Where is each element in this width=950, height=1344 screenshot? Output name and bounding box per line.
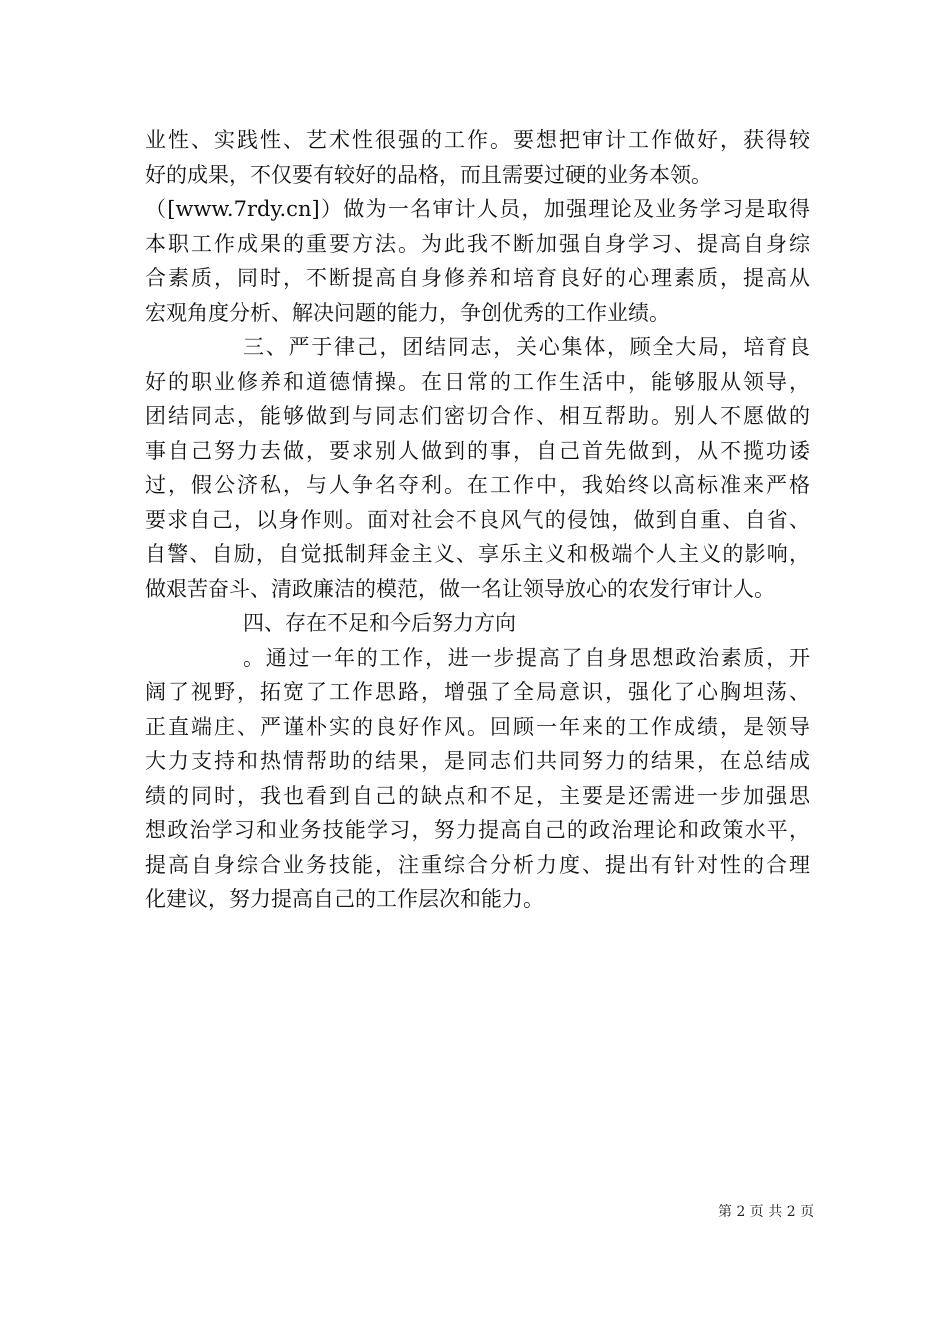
text-line: 合素质，同时，不断提高自身修养和培育良好的心理素质，提高从 <box>145 266 810 290</box>
text-line: 。通过一年的工作，进一步提高了自身思想政治素质，开 <box>243 645 810 670</box>
text-line: 宏观角度分析、解决问题的能力，争创优秀的工作业绩。 <box>145 300 670 325</box>
text-line: 绩的同时，我也看到自己的缺点和不足，主要是还需进一步加强思 <box>145 783 810 808</box>
document-body <box>145 123 810 917</box>
text-line: 过，假公济私，与人争名夺利。在工作中，我始终以高标准来严格 <box>145 473 810 497</box>
text-line: 好的成果，不仅要有较好的品格，而且需要过硬的业务本领。 <box>145 162 712 187</box>
page-number: 第 2 页 共 2 页 <box>718 1204 815 1220</box>
text-line: 本职工作成果的重要方法。为此我不断加强自身学习、提高自身综 <box>145 231 810 256</box>
text-line: 做艰苦奋斗、清政廉洁的模范，做一名让领导放心的农发行审计人。 <box>145 576 775 601</box>
text-line: 团结同志，能够做到与同志们密切合作、相互帮助。别人不愿做的 <box>145 404 810 428</box>
text-line: 事自己努力去做，要求别人做到的事，自己首先做到，从不揽功诿 <box>145 438 810 463</box>
text-line: 三、严于律己，团结同志，关心集体，顾全大局，培育良 <box>243 335 810 359</box>
text-line: 好的职业修养和道德情操。在日常的工作生活中，能够服从领导， <box>145 369 810 394</box>
text-line: 四、存在不足和今后努力方向 <box>243 611 516 635</box>
text-line: 要求自己，以身作则。面对社会不良风气的侵蚀，做到自重、自省、 <box>145 507 810 532</box>
text-line: 提高自身综合业务技能，注重综合分析力度、提出有针对性的合理 <box>145 852 810 877</box>
text-line: 自警、自励，自觉抵制拜金主义、享乐主义和极端个人主义的影响， <box>145 542 810 566</box>
text-line: 想政治学习和业务技能学习，努力提高自己的政治理论和政策水平， <box>145 818 810 842</box>
text-line: 化建议，努力提高自己的工作层次和能力。 <box>145 887 544 911</box>
text-line: 正直端庄、严谨朴实的良好作风。回顾一年来的工作成绩，是领导 <box>145 714 810 739</box>
text-line: （[www.7rdy.cn]）做为一名审计人员，加强理论及业务学习是取得 <box>145 197 810 221</box>
text-line: 阔了视野，拓宽了工作思路，增强了全局意识，强化了心胸坦荡、 <box>145 680 810 704</box>
text-line: 业性、实践性、艺术性很强的工作。要想把审计工作做好，获得较 <box>145 128 810 152</box>
text-line: 大力支持和热情帮助的结果，是同志们共同努力的结果，在总结成 <box>145 749 810 773</box>
